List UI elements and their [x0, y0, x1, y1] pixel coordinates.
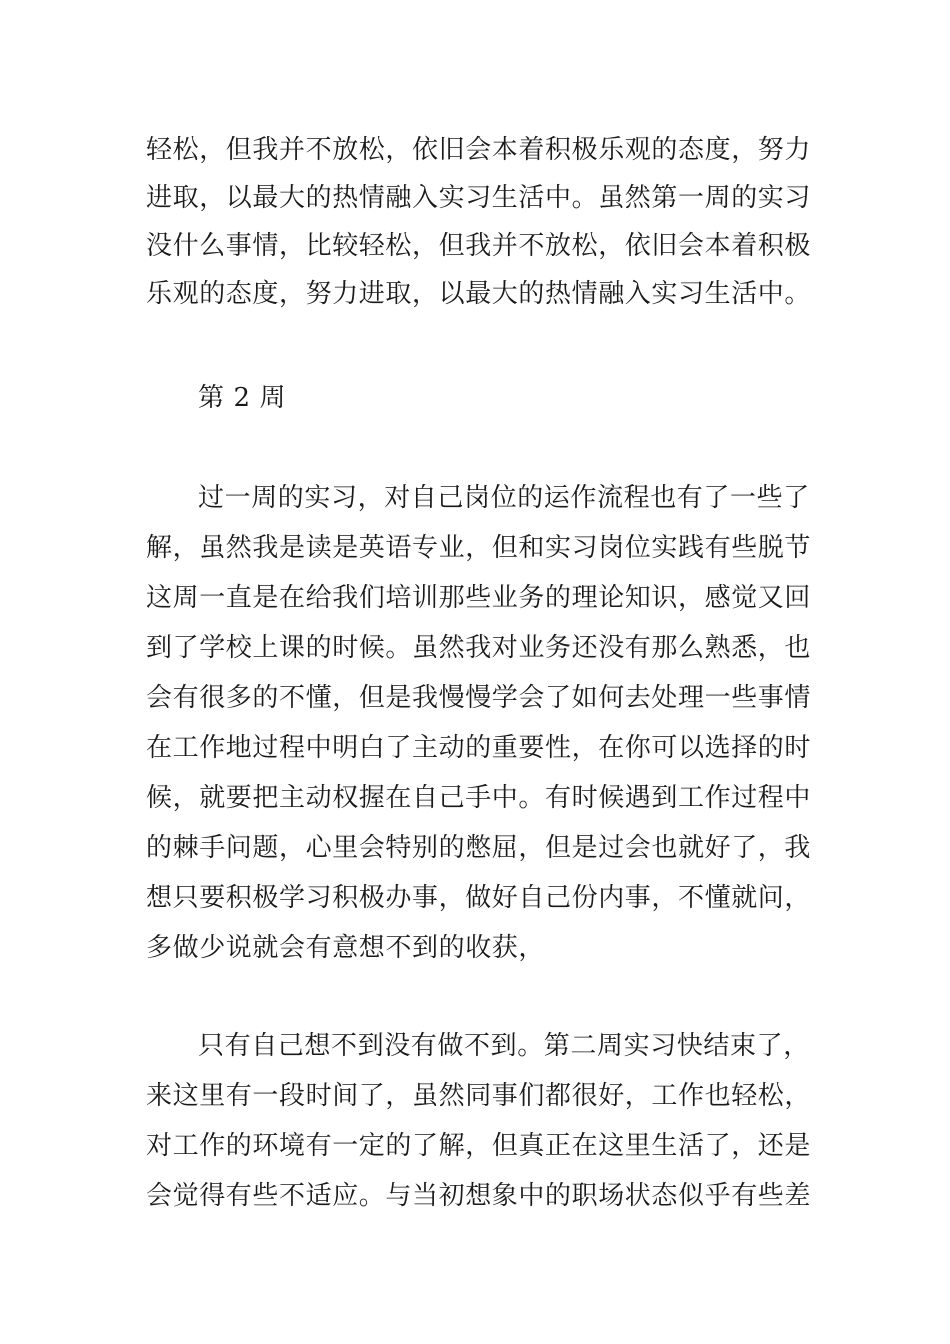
paragraph-2-line-10: 多做少说就会有意想不到的收获，	[146, 933, 546, 963]
paragraph-1-line-2: 进取，以最大的热情融入实习生活中。虽然第一周的实习	[146, 183, 812, 213]
paragraph-3-line-1: 只有自己想不到没有做不到。第二周实习快结束了，	[198, 1031, 810, 1061]
paragraph-2-line-9: 想只要积极学习积极办事，做好自己份内事，不懂就问，	[146, 883, 812, 913]
paragraph-2-line-7: 候，就要把主动权握在自己手中。有时候遇到工作过程中	[146, 783, 812, 813]
paragraph-3-line-2: 来这里有一段时间了，虽然同事们都很好，工作也轻松，	[146, 1081, 812, 1111]
paragraph-1-line-4: 乐观的态度，努力进取，以最大的热情融入实习生活中。	[146, 279, 812, 309]
paragraph-1-line-3: 没什么事情，比较轻松，但我并不放松，依旧会本着积极	[146, 231, 812, 261]
paragraph-2-line-4: 到了学校上课的时候。虽然我对业务还没有那么熟悉，也	[146, 633, 812, 663]
paragraph-2-line-1: 过一周的实习，对自己岗位的运作流程也有了一些了	[198, 483, 810, 513]
section-heading: 第 2 周	[198, 383, 287, 413]
paragraph-3-line-4: 会觉得有些不适应。与当初想象中的职场状态似乎有些差	[146, 1181, 812, 1211]
paragraph-2-line-2: 解，虽然我是读是英语专业，但和实习岗位实践有些脱节	[146, 533, 812, 563]
paragraph-2-line-5: 会有很多的不懂，但是我慢慢学会了如何去处理一些事情	[146, 683, 812, 713]
paragraph-1-line-1: 轻松，但我并不放松，依旧会本着积极乐观的态度，努力	[146, 135, 812, 165]
paragraph-2-line-6: 在工作地过程中明白了主动的重要性，在你可以选择的时	[146, 733, 812, 763]
paragraph-2-line-8: 的棘手问题，心里会特别的憋屈，但是过会也就好了，我	[146, 833, 812, 863]
paragraph-2-line-3: 这周一直是在给我们培训那些业务的理论知识，感觉又回	[146, 583, 812, 613]
paragraph-3-line-3: 对工作的环境有一定的了解，但真正在这里生活了，还是	[146, 1131, 812, 1161]
